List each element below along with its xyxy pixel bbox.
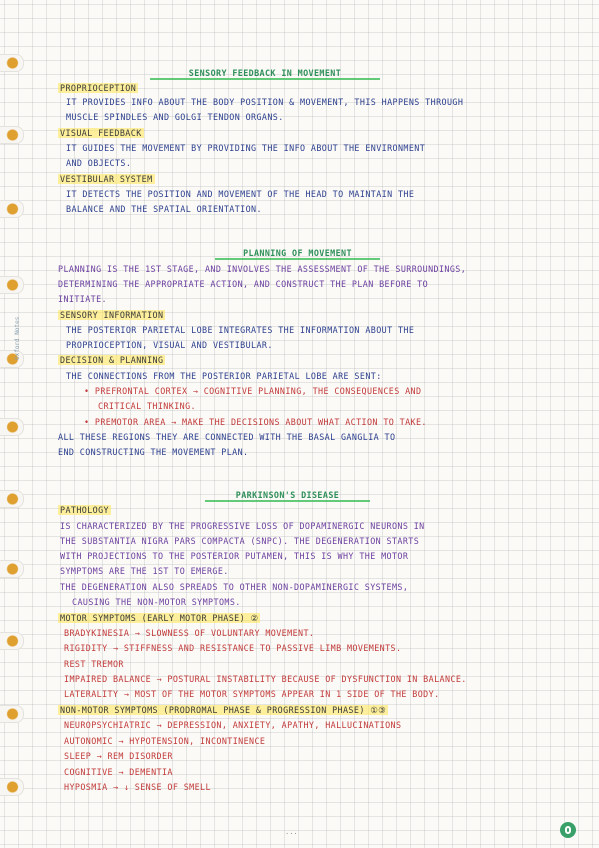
note-line: CAUSING THE NON-MOTOR SYMPTOMS. [72, 597, 241, 607]
brand-logo-icon [560, 822, 576, 838]
note-line: PROPRIOCEPTION, VISUAL AND VESTIBULAR. [66, 340, 273, 350]
section-title: SENSORY FEEDBACK IN MOVEMENT [150, 68, 380, 80]
note-line: AND OBJECTS. [66, 158, 132, 168]
note-line: DETERMINING THE APPROPRIATE ACTION, AND CONSTRUCT THE PLAN BEFORE TO [58, 279, 429, 289]
binder-hole [0, 276, 24, 294]
note-line: END CONSTRUCTING THE MOVEMENT PLAN. [58, 447, 249, 457]
note-line: THE POSTERIOR PARIETAL LOBE INTEGRATES THE INFORMATION ABOUT THE [66, 325, 415, 335]
note-line: INITIATE. [58, 294, 107, 304]
binder-hole [0, 126, 24, 144]
subheading: PROPRIOCEPTION [60, 83, 137, 93]
binder-hole [0, 490, 24, 508]
binder-hole [0, 778, 24, 796]
symptom-line: RIGIDITY → STIFFNESS AND RESISTANCE TO PASSIVE LIMB MOVEMENTS. [64, 643, 402, 653]
subheading: DECISION & PLANNING [60, 355, 164, 365]
symptom-line: IMPAIRED BALANCE → POSTURAL INSTABILITY BECAUSE OF DYSFUNCTION IN BALANCE. [64, 674, 467, 684]
subheading: VISUAL FEEDBACK [60, 128, 142, 138]
binder-hole [0, 560, 24, 578]
binder-hole [0, 632, 24, 650]
symptom-line: LATERALITY → MOST OF THE MOTOR SYMPTOMS APPEAR IN 1 SIDE OF THE BODY. [64, 689, 440, 699]
subheading: VESTIBULAR SYSTEM [60, 174, 153, 184]
symptom-line: REST TREMOR [64, 659, 124, 669]
symptom-line: SLEEP → REM DISORDER [64, 751, 173, 761]
note-line: THE SUBSTANTIA NIGRA PARS COMPACTA (SNPC). THE DEGENERATION STARTS [60, 536, 420, 546]
note-line: SYMPTOMS ARE THE 1ST TO EMERGE. [60, 566, 229, 576]
note-line: MUSCLE SPINDLES AND GOLGI TENDON ORGANS. [66, 112, 284, 122]
section-title: PARKINSON'S DISEASE [205, 490, 370, 502]
symptom-line: COGNITIVE → DEMENTIA [64, 767, 173, 777]
subheading: NON-MOTOR SYMPTOMS (PRODROMAL PHASE & PROGRESSION PHASE) ①③ [60, 705, 387, 715]
margin-note: Oxford Notes [14, 316, 21, 360]
note-line: THE CONNECTIONS FROM THE POSTERIOR PARIETAL LOBE ARE SENT: [66, 371, 382, 381]
bullet-line: • PREFRONTAL CORTEX → COGNITIVE PLANNING, THE CONSEQUENCES AND [84, 386, 422, 396]
note-line: THE DEGENERATION ALSO SPREADS TO OTHER NON-DOPAMINERGIC SYSTEMS, [60, 582, 409, 592]
note-line: PLANNING IS THE 1ST STAGE, AND INVOLVES THE ASSESSMENT OF THE SURROUNDINGS, [58, 264, 467, 274]
symptom-line: NEUROPSYCHIATRIC → DEPRESSION, ANXIETY, APATHY, HALLUCINATIONS [64, 720, 402, 730]
section-title: PLANNING OF MOVEMENT [215, 248, 380, 260]
symptom-line: AUTONOMIC → HYPOTENSION, INCONTINENCE [64, 736, 266, 746]
note-line: ALL THESE REGIONS THEY ARE CONNECTED WITH THE BASAL GANGLIA TO [58, 432, 396, 442]
note-line: IT DETECTS THE POSITION AND MOVEMENT OF THE HEAD TO MAINTAIN THE [66, 189, 415, 199]
note-line: WITH PROJECTIONS TO THE POSTERIOR PUTAMEN, THIS IS WHY THE MOTOR [60, 551, 409, 561]
note-line: BALANCE AND THE SPATIAL ORIENTATION. [66, 204, 262, 214]
bullet-line: • PREMOTOR AREA → MAKE THE DECISIONS ABOUT WHAT ACTION TO TAKE. [84, 417, 427, 427]
subheading: SENSORY INFORMATION [60, 310, 164, 320]
note-line: IS CHARACTERIZED BY THE PROGRESSIVE LOSS OF DOPAMINERGIC NEURONS IN [60, 521, 425, 531]
binder-hole [0, 200, 24, 218]
bullet-line: CRITICAL THINKING. [98, 401, 196, 411]
symptom-line: BRADYKINESIA → SLOWNESS OF VOLUNTARY MOVEMENT. [64, 628, 315, 638]
binder-hole [0, 418, 24, 436]
binder-hole [0, 54, 24, 72]
subheading: MOTOR SYMPTOMS (EARLY MOTOR PHASE) ② [60, 613, 259, 623]
page-footer: ... [285, 828, 298, 836]
subheading: PATHOLOGY [60, 505, 109, 515]
note-line: IT PROVIDES INFO ABOUT THE BODY POSITION & MOVEMENT, THIS HAPPENS THROUGH [66, 97, 464, 107]
note-line: IT GUIDES THE MOVEMENT BY PROVIDING THE INFO ABOUT THE ENVIRONMENT [66, 143, 426, 153]
binder-hole [0, 705, 24, 723]
symptom-line: HYPOSMIA → ↓ SENSE OF SMELL [64, 782, 211, 792]
